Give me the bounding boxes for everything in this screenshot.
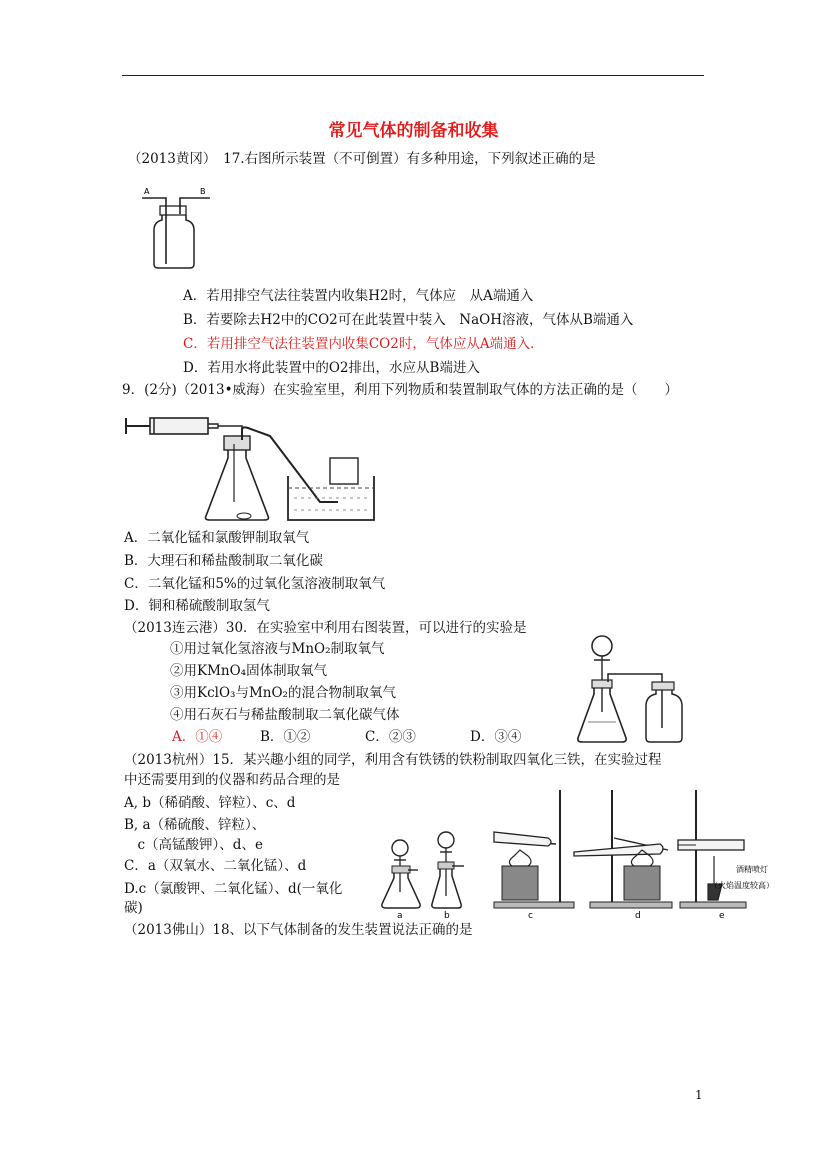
q1-stem: （2013黄冈） 17.右图所示装置（不可倒置）有多种用途，下列叙述正确的是	[128, 151, 596, 167]
q2-apparatus-figure	[124, 406, 384, 524]
instrument-label-d: d	[635, 911, 641, 921]
q4-option-c: C．a（双氧水、二氧化锰）、d	[124, 858, 307, 874]
q4-stem-line1: （2013杭州）15．某兴趣小组的同学，利用含有铁锈的铁粉制取四氧化三铁，在实验过程	[124, 752, 662, 768]
q3-item-4: ④用石灰石与稀盐酸制取二氧化碳气体	[170, 707, 400, 723]
instrument-label-a: a	[397, 911, 403, 921]
q4-option-b: B, a（稀硫酸、锌粒）、	[124, 817, 266, 833]
q1-label-b: B	[200, 187, 206, 196]
instrument-label-e: e	[719, 911, 725, 921]
instrument-a	[382, 840, 420, 921]
q2-option-a: A．二氧化锰和氯酸钾制取氧气	[124, 530, 310, 546]
instrument-e	[678, 790, 774, 921]
header-rule	[122, 75, 704, 76]
q3-choice-b: B．①②	[260, 729, 311, 745]
q5-stem: （2013佛山）18、以下气体制备的发生装置说法正确的是	[124, 922, 473, 938]
q4-option-d: D.c（氯酸钾、二氧化锰）、d(一氧化	[124, 881, 343, 897]
q3-item-3: ③用KclO₃与MnO₂的混合物制取氧气	[170, 685, 396, 701]
instrument-d	[574, 790, 672, 921]
instrument-label-b: b	[444, 911, 450, 921]
lamp-label-2: （火焰温度较高）	[710, 881, 774, 890]
instrument-label-c: c	[528, 911, 533, 921]
q3-item-1: ①用过氧化氢溶液与MnO₂制取氧气	[170, 641, 385, 657]
q3-apparatus-figure	[574, 634, 694, 746]
q4-option-d-cont: 碳)	[124, 900, 143, 916]
q4-option-a: A, b（稀硝酸、锌粒）、c、d	[124, 795, 296, 811]
page-number: 1	[695, 1088, 703, 1102]
q4-stem-line2: 中还需要用到的仪器和药品合理的是	[124, 772, 340, 788]
q1-gas-bottle-figure	[140, 186, 212, 272]
q2-option-c: C．二氧化锰和5%的过氧化氢溶液制取氧气	[124, 576, 386, 592]
q1-option-b: B．若要除去H2中的CO2可在此装置中装入 NaOH溶液，气体从B端通入	[183, 312, 634, 328]
lamp-label-1: 酒精喷灯	[736, 865, 768, 874]
q2-option-b: B．大理石和稀盐酸制取二氧化碳	[124, 553, 323, 569]
q3-choice-d: D．③④	[470, 729, 522, 745]
q2-option-d: D．铜和稀硫酸制取氢气	[124, 598, 270, 614]
q3-item-2: ②用KMnO₄固体制取氧气	[170, 663, 328, 679]
q3-choice-c: C．②③	[365, 729, 416, 745]
q3-stem: （2013连云港）30．在实验室中利用右图装置，可以进行的实验是	[124, 620, 527, 636]
page-title: 常见气体的制备和收集	[328, 121, 499, 141]
q1-option-a: A．若用排空气法往装置内收集H2时，气体应 从A端通入	[183, 288, 534, 304]
q1-option-c: C．若用排空气法往装置内收集CO2时，气体应从A端通入．	[183, 336, 544, 352]
q4-option-b-cont: c（高锰酸钾）、d、e	[124, 837, 263, 853]
q1-label-a: A	[144, 187, 150, 196]
instrument-c	[494, 790, 574, 921]
q4-instruments-figure	[378, 786, 774, 921]
q1-option-d: D．若用水将此装置中的O2排出，水应从B端进入	[183, 360, 480, 376]
q2-stem: 9．(2分)（2013•威海）在实验室里，利用下列物质和装置制取气体的方法正确的是（ ）	[122, 382, 679, 398]
q3-choice-a: A．①④	[172, 729, 223, 745]
instrument-b	[432, 832, 464, 921]
